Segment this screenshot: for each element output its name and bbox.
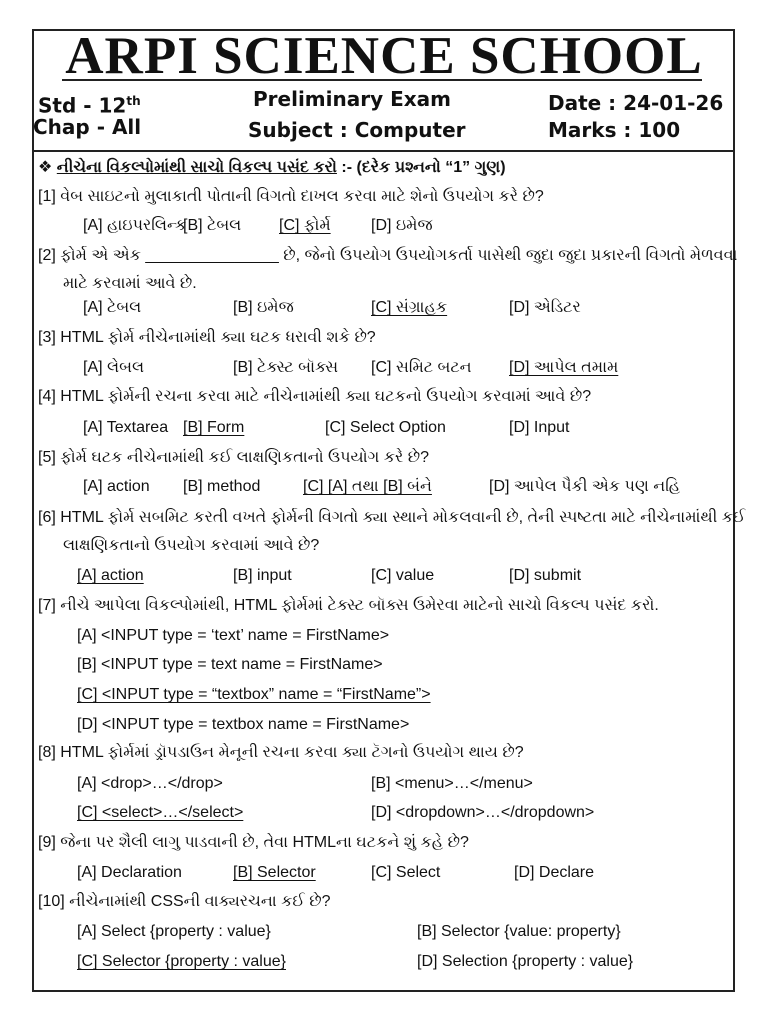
option: [A] action bbox=[83, 478, 150, 495]
question-text: [1] વેબ સાઇટનો મુલાકાતી પોતાની વિગતો દાખલ કરવા માટે શેનો ઉપયોગ કરે છે? bbox=[38, 188, 544, 205]
marks-label: Marks : 100 bbox=[548, 118, 681, 142]
option: [B] ટેક્સ્ટ બૉક્સ bbox=[233, 359, 339, 376]
option: [B] Selector {value: property} bbox=[417, 923, 621, 940]
option: [A] <drop>…</drop> bbox=[77, 775, 223, 792]
option: [B] input bbox=[233, 567, 292, 584]
option: [D] Selection {property : value} bbox=[417, 953, 634, 970]
question-text-continued: લાક્ષણિકતાનો ઉપયોગ કરવામાં આવે છે? bbox=[63, 537, 320, 554]
option: [A] Select {property : value} bbox=[77, 923, 271, 940]
question-text: [2] ફોર્મ એ એક _______________ છે, જેનો ઉપયોગ ઉપયોગકર્તા પાસેથી જુદા જુદા પ્રકારની વિગતો મેળવવા bbox=[38, 247, 738, 264]
answer-option: [B] Form bbox=[183, 419, 245, 436]
option: [D] submit bbox=[509, 567, 582, 584]
question-text: [7] નીચે આપેલા વિકલ્પોમાંથી, HTML ફોર્મમાં ટેક્સ્ટ બૉક્સ ઉમેરવા માટેનો સાચો વિકલ્પ પસંદ કરો. bbox=[38, 597, 659, 614]
subject-label: Subject : Computer bbox=[248, 118, 466, 142]
answer-option: [B] Selector bbox=[233, 864, 316, 881]
answer-option: [C] <INPUT type = “textbox” name = “FirstName”> bbox=[77, 686, 431, 703]
bullet-icon: ❖ bbox=[38, 159, 53, 176]
answer-option: [A] action bbox=[77, 567, 144, 584]
question-text-continued: માટે કરવામાં આવે છે. bbox=[63, 275, 197, 292]
option: [D] આપેલ પૈકી એક પણ નહિ bbox=[489, 478, 681, 495]
option: [B] <menu>…</menu> bbox=[371, 775, 533, 792]
option: [C] value bbox=[371, 567, 435, 584]
option: [B] <INPUT type = text name = FirstName> bbox=[77, 656, 383, 673]
option: [A] Textarea bbox=[83, 419, 169, 436]
standard-text: Std - 12 bbox=[38, 93, 127, 118]
option: [A] <INPUT type = ‘text’ name = FirstName> bbox=[77, 627, 390, 644]
option: [B] ઇમેજ bbox=[233, 299, 294, 316]
option: [A] હાઇપરલિન્ક bbox=[83, 217, 187, 234]
option: [A] Declaration bbox=[77, 864, 182, 881]
instruction-main: નીચેના વિકલ્પોમાંથી સાચો વિકલ્પ પસંદ કરો bbox=[56, 159, 337, 176]
option: [C] Select Option bbox=[325, 419, 446, 436]
question-text: [3] HTML ફોર્મ નીચેનામાંથી ક્યા ઘટક ધરાવી શકે છે? bbox=[38, 329, 376, 346]
chapter-label: Chap - All bbox=[33, 115, 142, 139]
exam-name: Preliminary Exam bbox=[253, 87, 451, 111]
option: [B] method bbox=[183, 478, 261, 495]
answer-option: [C] <select>…</select> bbox=[77, 804, 244, 821]
header-divider bbox=[32, 150, 735, 152]
question-text: [5] ફોર્મ ઘટક નીચેનામાંથી કઈ લાક્ષણિકતાનો ઉપયોગ કરે છે? bbox=[38, 449, 430, 466]
question-text: [4] HTML ફોર્મની રચના કરવા માટે નીચેનામાંથી ક્યા ઘટકનો ઉપયોગ કરવામાં આવે છે? bbox=[38, 388, 592, 405]
instruction bbox=[38, 157, 506, 179]
option: [D] એડિટર bbox=[509, 299, 581, 316]
option: [D] ઇમેજ bbox=[371, 217, 433, 234]
answer-option: [C] સંગ્રાહક bbox=[371, 299, 448, 316]
option: [D] Declare bbox=[514, 864, 595, 881]
question-text: [9] જેના પર શૈલી લાગુ પાડવાની છે, તેવા HTMLના ઘટકને શું કહે છે? bbox=[38, 834, 469, 851]
standard-suffix: th bbox=[126, 94, 141, 108]
answer-option: [C] ફોર્મ bbox=[279, 217, 331, 234]
question-text: [10] નીચેનામાંથી CSSની વાક્યરચના કઈ છે? bbox=[38, 893, 331, 910]
answer-option: [C] [A] તથા [B] બંને bbox=[303, 478, 432, 495]
option: [C] Select bbox=[371, 864, 441, 881]
option: [A] લેબલ bbox=[83, 359, 145, 376]
instruction-marks: :- (દરેક પ્રશ્નનો “1” ગુણ) bbox=[336, 159, 506, 176]
question-text: [6] HTML ફોર્મ સબમિટ કરતી વખતે ફોર્મની વિગતો ક્યા સ્થાને મોકલવાની છે, તેની સ્પષ્ટતા માટે નીચેનામાંથી કઈ bbox=[38, 509, 746, 526]
date-label: Date : 24-01-26 bbox=[548, 91, 724, 115]
question-text: [8] HTML ફોર્મમાં ડ્રૉપડાઉન મેનૂની રચના કરવા ક્યા ટૅગનો ઉપયોગ થાય છે? bbox=[38, 744, 524, 761]
option: [B] ટેબલ bbox=[183, 217, 242, 234]
answer-option: [D] આપેલ તમામ bbox=[509, 359, 619, 376]
answer-option: [C] Selector {property : value} bbox=[77, 953, 286, 970]
option: [D] <INPUT type = textbox name = FirstName> bbox=[77, 716, 410, 733]
option: [D] Input bbox=[509, 419, 570, 436]
option: [C] સમિટ બટન bbox=[371, 359, 472, 376]
option: [D] <dropdown>…</dropdown> bbox=[371, 804, 595, 821]
school-name-underline bbox=[62, 79, 702, 81]
school-name: ARPI SCIENCE SCHOOL bbox=[65, 27, 703, 85]
option: [A] ટેબલ bbox=[83, 299, 142, 316]
